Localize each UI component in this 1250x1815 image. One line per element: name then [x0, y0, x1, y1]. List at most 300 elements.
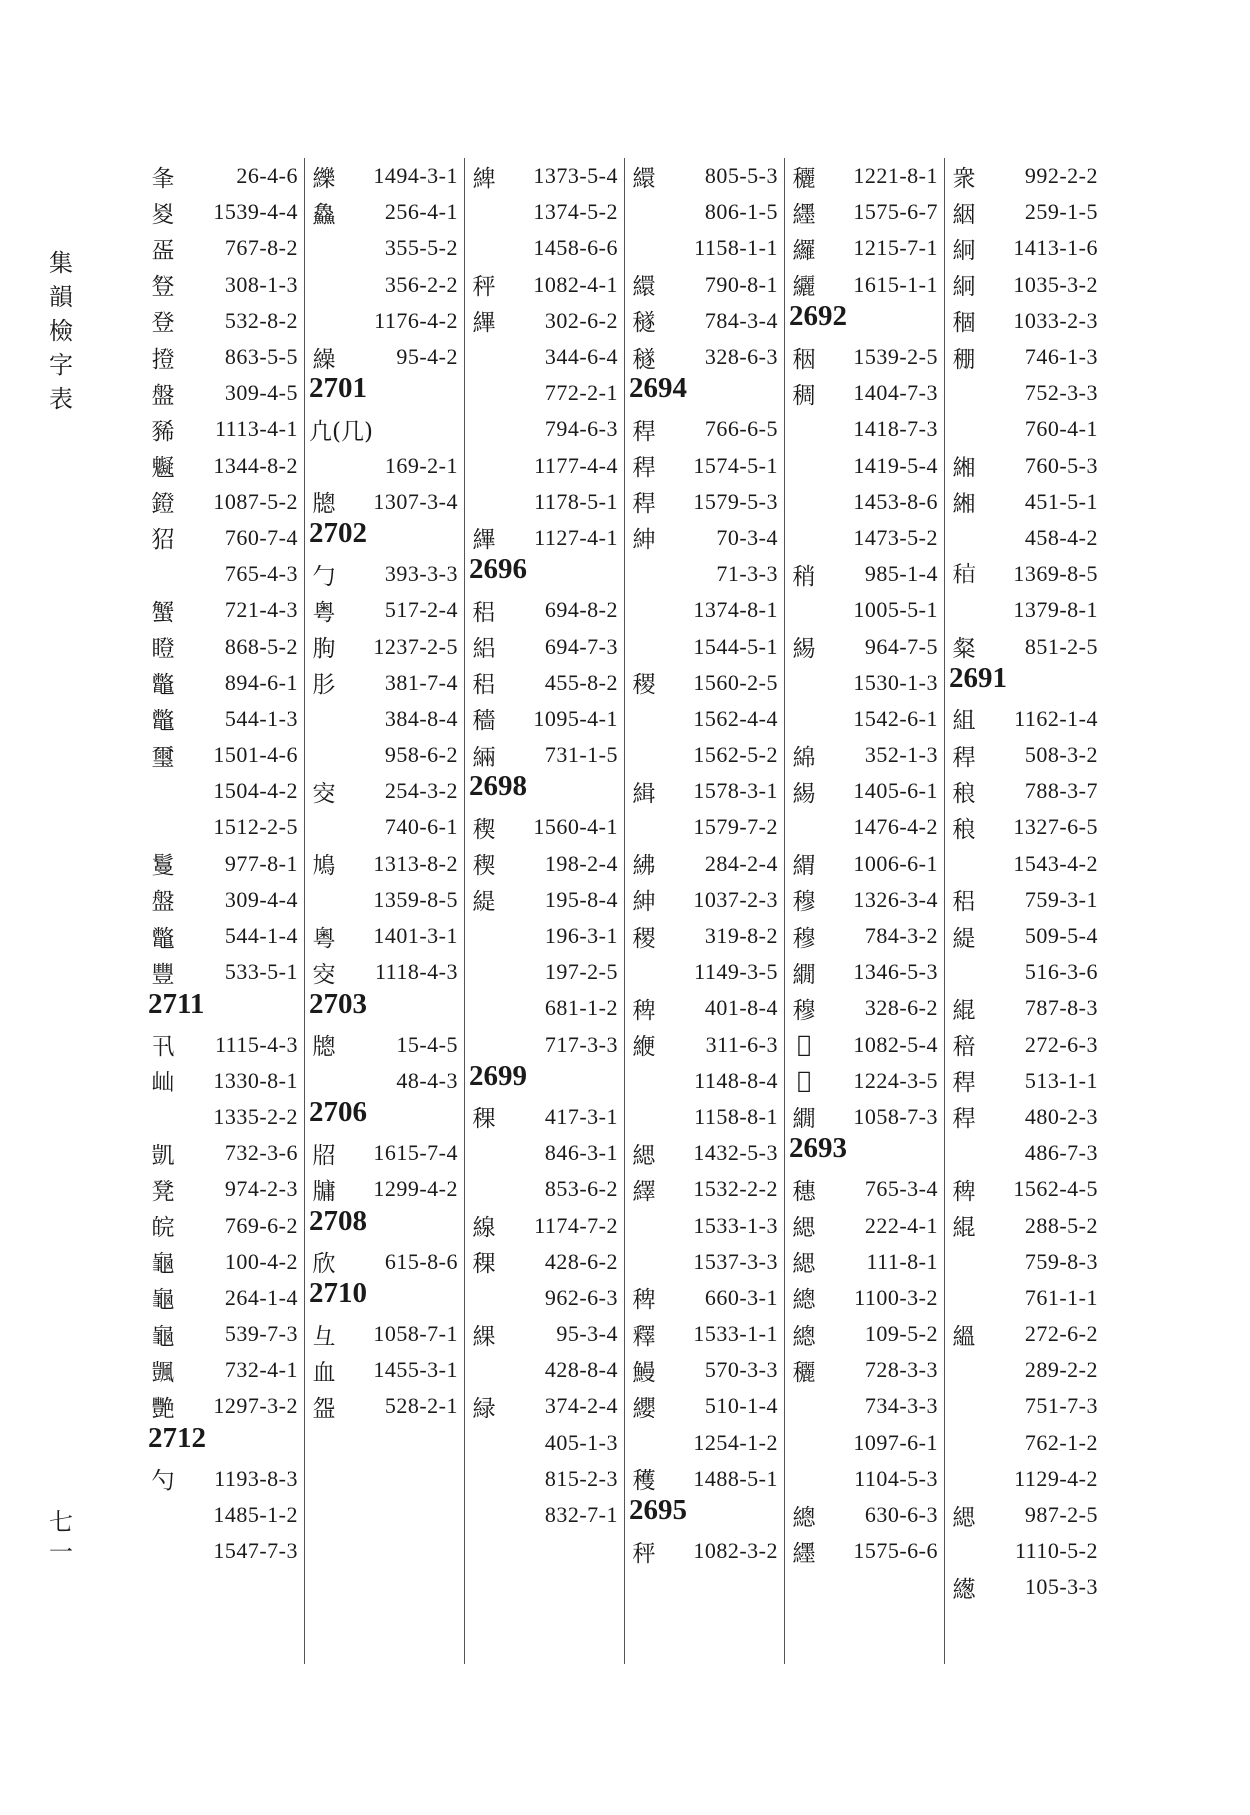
entry-location: 1539-4-4 [213, 199, 298, 225]
entry-character: 鼈 [151, 672, 175, 699]
index-entry [465, 809, 624, 845]
entry-location: 1118-4-3 [374, 959, 458, 985]
entry-location: 1113-4-1 [214, 416, 298, 442]
entry-location: 272-6-3 [1024, 1031, 1098, 1057]
entry-character: 鼈 [151, 708, 175, 735]
index-entry [465, 1425, 624, 1461]
section-heading [465, 553, 624, 592]
entry-location: 71-3-3 [716, 561, 778, 587]
entry-location: 1177-4-4 [534, 452, 618, 478]
entry-location: 254-3-2 [384, 778, 458, 804]
entry-location: 815-2-3 [544, 1465, 618, 1491]
index-entry [625, 809, 784, 845]
entry-location: 1148-8-4 [694, 1067, 778, 1093]
entry-location: 985-1-4 [864, 561, 938, 587]
entry-character: 稖 [952, 1034, 976, 1061]
section-heading [465, 770, 624, 809]
index-entry [945, 1461, 1104, 1497]
index-entry [144, 194, 304, 230]
entry-character: 組 [952, 708, 976, 735]
index-entry [144, 1352, 304, 1388]
section-heading [305, 1204, 464, 1243]
entry-location: 1578-3-1 [693, 778, 778, 804]
entry-location: 513-1-1 [1024, 1067, 1098, 1093]
entry-location: 752-3-3 [1024, 380, 1098, 406]
index-entry [625, 846, 784, 882]
index-entry [785, 846, 944, 882]
index-entry [785, 411, 944, 447]
entry-character: 稗 [632, 1287, 656, 1314]
entry-character: 繹 [632, 1178, 656, 1205]
entry-location: 853-6-2 [544, 1176, 618, 1202]
index-entry [465, 701, 624, 737]
entry-character: 登 [151, 310, 175, 337]
entry-location: 1224-3-5 [853, 1067, 938, 1093]
entry-character: 繯 [632, 274, 656, 301]
entry-character: 稧 [472, 816, 496, 843]
entry-character: 穲 [792, 1359, 816, 1386]
entry-character: 總 [792, 1287, 816, 1314]
index-entry [945, 1569, 1104, 1605]
index-entry [625, 954, 784, 990]
entry-character: 鐙 [151, 491, 175, 518]
entry-location: 1530-1-3 [853, 669, 938, 695]
entry-location: 1174-7-2 [534, 1212, 618, 1238]
entry-location: 1095-4-1 [533, 705, 618, 731]
entry-location: 759-8-3 [1024, 1248, 1098, 1274]
entry-location: 328-6-3 [704, 344, 778, 370]
entry-character: 艷 [151, 1395, 175, 1422]
entry-character: 總 [792, 1504, 816, 1531]
entry-location: 1369-8-5 [1013, 561, 1098, 587]
entry-character: 凱 [151, 1142, 175, 1169]
index-entry [144, 628, 304, 664]
entry-character: 豋 [151, 274, 175, 301]
index-entry [945, 882, 1104, 918]
entry-location: 787-8-3 [1024, 995, 1098, 1021]
index-entry [144, 339, 304, 375]
index-entry [465, 1207, 624, 1243]
entry-character: 稈 [632, 491, 656, 518]
index-entry [785, 556, 944, 592]
entry-character: 稈 [952, 1070, 976, 1097]
entry-location: 728-3-3 [864, 1357, 938, 1383]
index-entry [785, 592, 944, 628]
index-entry [945, 1316, 1104, 1352]
index-entry [144, 773, 304, 809]
entry-character: 龜 [151, 1323, 175, 1350]
entry-location: 788-3-7 [1024, 778, 1098, 804]
index-entry [625, 1171, 784, 1207]
entry-character: 穡 [472, 708, 496, 735]
entry-location: 767-8-2 [224, 235, 298, 261]
index-entry [305, 1316, 464, 1352]
entry-location: 570-3-3 [704, 1357, 778, 1383]
entry-location: 26-4-6 [236, 163, 298, 189]
entry-location: 1005-5-1 [853, 597, 938, 623]
index-entry [144, 1063, 304, 1099]
index-entry [305, 158, 464, 194]
index-entry [465, 1316, 624, 1352]
entry-location: 1575-6-6 [853, 1538, 938, 1564]
index-entry [144, 303, 304, 339]
index-entry [785, 918, 944, 954]
index-entry [465, 1027, 624, 1063]
section-number: 2711 [148, 987, 205, 1020]
entry-location: 1533-1-3 [693, 1212, 778, 1238]
section-heading [305, 372, 464, 411]
entry-location: 805-5-3 [704, 163, 778, 189]
index-entry [305, 954, 464, 990]
section-heading [785, 1132, 944, 1171]
entry-location: 356-2-2 [384, 271, 458, 297]
entry-location: 264-1-4 [224, 1284, 298, 1310]
index-entry [945, 1244, 1104, 1280]
index-entry [305, 773, 464, 809]
index-entry [785, 484, 944, 520]
entry-location: 1404-7-3 [853, 380, 938, 406]
entry-character: 卂 [151, 1034, 175, 1061]
entry-location: 740-6-1 [384, 814, 458, 840]
entry-location: 761-1-1 [1024, 1284, 1098, 1310]
entry-location: 1158-8-1 [694, 1103, 778, 1129]
section-number: 2710 [309, 1277, 367, 1309]
entry-character: 𥢱 [797, 1031, 811, 1058]
index-entry [785, 737, 944, 773]
entry-character: 稆 [952, 889, 976, 916]
section-number: 2701 [309, 372, 367, 405]
section-heading [305, 517, 464, 556]
entry-location: 1455-3-1 [373, 1357, 458, 1383]
index-entry [945, 375, 1104, 411]
index-entry [945, 267, 1104, 303]
index-entry [144, 1207, 304, 1243]
entry-character: 稈 [632, 418, 656, 445]
index-entry [785, 1244, 944, 1280]
entry-location: 480-2-3 [1024, 1103, 1098, 1129]
index-entry [785, 194, 944, 230]
entry-location: 760-4-1 [1024, 416, 1098, 442]
entry-location: 1379-8-1 [1013, 597, 1098, 623]
entry-location: 528-2-1 [384, 1393, 458, 1419]
entry-character: 颽 [151, 1359, 175, 1386]
entry-location: 760-7-4 [224, 524, 298, 550]
entry-location: 784-3-2 [864, 923, 938, 949]
entry-location: 272-6-2 [1024, 1321, 1098, 1347]
entry-character: 稗 [952, 1178, 976, 1205]
index-entry [144, 1171, 304, 1207]
entry-character: 緆 [792, 780, 816, 807]
entry-location: 1237-2-5 [373, 633, 458, 659]
entry-character: 鳩 [312, 853, 336, 880]
index-entry [144, 375, 304, 411]
entry-location: 289-2-2 [1024, 1357, 1098, 1383]
entry-location: 1327-6-5 [1013, 814, 1098, 840]
section-number: 2694 [629, 372, 687, 405]
entry-character: 粵 [312, 925, 336, 952]
index-entry [144, 846, 304, 882]
index-entry [785, 230, 944, 266]
entry-location: 1533-1-1 [693, 1321, 778, 1347]
entry-location: 1037-2-3 [693, 886, 778, 912]
index-entry [305, 448, 464, 484]
entry-location: 958-6-2 [384, 742, 458, 768]
entry-location: 1579-5-3 [693, 488, 778, 514]
index-entry [465, 448, 624, 484]
entry-location: 1035-3-2 [1013, 271, 1098, 297]
entry-location: 1432-5-3 [693, 1140, 778, 1166]
index-entry [625, 628, 784, 664]
entry-character: 緗 [952, 455, 976, 482]
entry-location: 486-7-3 [1024, 1140, 1098, 1166]
entry-character: 絅 [952, 237, 976, 264]
entry-location: 1413-1-6 [1013, 235, 1098, 261]
index-entry [945, 1099, 1104, 1135]
index-entry [945, 592, 1104, 628]
entry-location: 746-1-3 [1024, 344, 1098, 370]
index-entry [625, 1244, 784, 1280]
entry-location: 302-6-2 [544, 307, 618, 333]
index-entry [625, 267, 784, 303]
page-number: 七 一 [49, 1508, 73, 1566]
entry-location: 309-4-4 [224, 886, 298, 912]
entry-location: 1344-8-2 [213, 452, 298, 478]
entry-character: 稧 [472, 853, 496, 880]
index-entry [785, 339, 944, 375]
entry-character: 絽 [472, 636, 496, 663]
index-entry [465, 411, 624, 447]
index-entry [785, 701, 944, 737]
index-entry [945, 701, 1104, 737]
entry-character: 紳 [632, 889, 656, 916]
entry-character: 欣 [312, 1251, 336, 1278]
entry-location: 288-5-2 [1024, 1212, 1098, 1238]
index-entry [625, 1461, 784, 1497]
entry-location: 751-7-3 [1024, 1393, 1098, 1419]
index-entry [144, 592, 304, 628]
entry-location: 1307-3-4 [373, 488, 458, 514]
index-entry [305, 809, 464, 845]
entry-location: 759-3-1 [1024, 886, 1098, 912]
entry-location: 1575-6-7 [853, 199, 938, 225]
section-number: 2699 [469, 1059, 527, 1092]
index-entry [625, 520, 784, 556]
entry-character: 稞 [472, 1106, 496, 1133]
entry-location: 762-1-2 [1024, 1429, 1098, 1455]
index-entry [945, 628, 1104, 664]
entry-character: 稈 [952, 1106, 976, 1133]
index-entry [785, 1533, 944, 1569]
entry-location: 760-5-3 [1024, 452, 1098, 478]
entry-character: 緶 [632, 1034, 656, 1061]
entry-character: 牕 [312, 1034, 336, 1061]
entry-character: 㿿 [151, 237, 175, 264]
entry-character: 紳 [632, 527, 656, 554]
entry-location: 1485-1-2 [213, 1502, 298, 1528]
index-entry [305, 1171, 464, 1207]
entry-location: 784-3-4 [704, 307, 778, 333]
index-table [144, 158, 1104, 1664]
entry-location: 1104-5-3 [854, 1465, 938, 1491]
entry-location: 1476-4-2 [853, 814, 938, 840]
entry-character: 緄 [952, 997, 976, 1024]
entry-location: 846-3-1 [544, 1140, 618, 1166]
entry-location: 1221-8-1 [853, 163, 938, 189]
entry-location: 1254-1-2 [693, 1429, 778, 1455]
section-number: 2696 [469, 553, 527, 586]
entry-location: 974-2-3 [224, 1176, 298, 1202]
index-entry [945, 809, 1104, 845]
entry-location: 1058-7-1 [373, 1321, 458, 1347]
entry-location: 1473-5-2 [853, 524, 938, 550]
index-entry [945, 1135, 1104, 1171]
entry-character: 𥞞 [952, 562, 976, 589]
entry-character: 緄 [952, 1215, 976, 1242]
entry-character: 撜 [151, 346, 175, 373]
entry-character: 稞 [472, 1251, 496, 1278]
entry-character: 璽 [151, 744, 175, 771]
entry-location: 1299-4-2 [373, 1176, 458, 1202]
index-entry [465, 484, 624, 520]
entry-character: 纙 [792, 237, 816, 264]
entry-location: 1082-4-1 [533, 271, 618, 297]
entry-character: 豨 [151, 418, 175, 445]
entry-character: 絅 [952, 274, 976, 301]
entry-character: 緦 [792, 1251, 816, 1278]
entry-location: 1562-4-4 [693, 705, 778, 731]
entry-location: 717-3-3 [544, 1031, 618, 1057]
index-entry [625, 1099, 784, 1135]
index-entry [945, 954, 1104, 990]
index-entry [144, 918, 304, 954]
section-heading [785, 299, 944, 339]
index-entry [144, 809, 304, 845]
index-entry [305, 737, 464, 773]
entry-location: 1178-5-1 [534, 488, 618, 514]
index-column-5 [784, 158, 944, 1664]
entry-character: 盤 [151, 382, 175, 409]
entry-character: 屾 [151, 1070, 175, 1097]
entry-location: 428-6-2 [544, 1248, 618, 1274]
entry-character: 纅 [312, 165, 336, 192]
index-entry [945, 773, 1104, 809]
entry-location: 732-3-6 [224, 1140, 298, 1166]
entry-location: 1097-6-1 [853, 1429, 938, 1455]
index-entry [625, 1425, 784, 1461]
index-entry [625, 592, 784, 628]
index-entry [945, 520, 1104, 556]
entry-location: 1176-4-2 [374, 307, 458, 333]
entry-character: 繝 [792, 961, 816, 988]
index-entry [945, 484, 1104, 520]
entry-character: 秤 [632, 1540, 656, 1567]
entry-location: 987-2-5 [1024, 1502, 1098, 1528]
entry-location: 1330-8-1 [213, 1067, 298, 1093]
entry-location: 48-4-3 [396, 1067, 458, 1093]
entry-location: 111-8-1 [866, 1248, 938, 1274]
index-entry [625, 1063, 784, 1099]
entry-location: 1562-5-2 [693, 742, 778, 768]
index-entry [785, 1171, 944, 1207]
entry-location: 1560-4-1 [533, 814, 618, 840]
entry-location: 539-7-3 [224, 1321, 298, 1347]
entry-character: 緆 [792, 636, 816, 663]
entry-location: 1100-3-2 [854, 1284, 938, 1310]
entry-location: 734-3-3 [864, 1393, 938, 1419]
index-entry [945, 1171, 1104, 1207]
entry-location: 222-4-1 [864, 1212, 938, 1238]
entry-location: 328-6-2 [864, 995, 938, 1021]
index-entry [305, 1135, 464, 1171]
index-entry [625, 1388, 784, 1424]
index-entry [305, 411, 464, 447]
index-entry [785, 1099, 944, 1135]
index-entry [465, 158, 624, 194]
section-heading [945, 661, 1104, 701]
entry-location: 15-4-5 [396, 1031, 458, 1057]
index-entry [144, 267, 304, 303]
index-entry [465, 1280, 624, 1316]
index-entry [465, 303, 624, 339]
entry-character: 緑 [472, 1395, 496, 1422]
section-heading [144, 987, 304, 1026]
index-entry [305, 882, 464, 918]
entry-location: 1494-3-1 [373, 163, 458, 189]
index-entry [465, 1244, 624, 1280]
index-entry [785, 1316, 944, 1352]
index-entry [144, 556, 304, 592]
entry-character: 稈 [632, 455, 656, 482]
entry-location: 516-3-6 [1024, 959, 1098, 985]
entry-location: 384-8-4 [384, 705, 458, 731]
index-entry [785, 773, 944, 809]
index-entry [625, 665, 784, 701]
index-entry [144, 1533, 304, 1569]
entry-character: 繱 [952, 1576, 976, 1603]
index-column-3 [464, 158, 624, 1664]
entry-location: 694-7-3 [544, 633, 618, 659]
entry-character: 鬘 [151, 853, 175, 880]
entry-location: 1512-2-5 [213, 814, 298, 840]
index-entry [785, 1388, 944, 1424]
entry-location: 660-3-1 [704, 1284, 778, 1310]
entry-location: 105-3-3 [1024, 1574, 1098, 1600]
index-entry [945, 448, 1104, 484]
entry-location: 1488-5-1 [693, 1465, 778, 1491]
entry-character: 秵 [792, 346, 816, 373]
entry-character: 凣(几) [309, 418, 373, 445]
index-entry [785, 267, 944, 303]
entry-character: 緉 [472, 744, 496, 771]
entry-location: 765-4-3 [224, 561, 298, 587]
entry-location: 196-3-1 [544, 923, 618, 949]
entry-character: 絪 [952, 201, 976, 228]
index-entry [945, 230, 1104, 266]
entry-location: 1115-4-3 [214, 1031, 298, 1057]
entry-character: 縪 [472, 527, 496, 554]
index-entry [625, 1280, 784, 1316]
index-entry [465, 846, 624, 882]
index-entry [465, 990, 624, 1026]
index-entry [465, 194, 624, 230]
entry-character: 盤 [151, 889, 175, 916]
entry-location: 309-4-5 [224, 380, 298, 406]
index-entry [625, 882, 784, 918]
index-entry [625, 1352, 784, 1388]
entry-character: 皖 [151, 1215, 175, 1242]
entry-character: 纓 [632, 1395, 656, 1422]
entry-character: 肜 [312, 672, 336, 699]
